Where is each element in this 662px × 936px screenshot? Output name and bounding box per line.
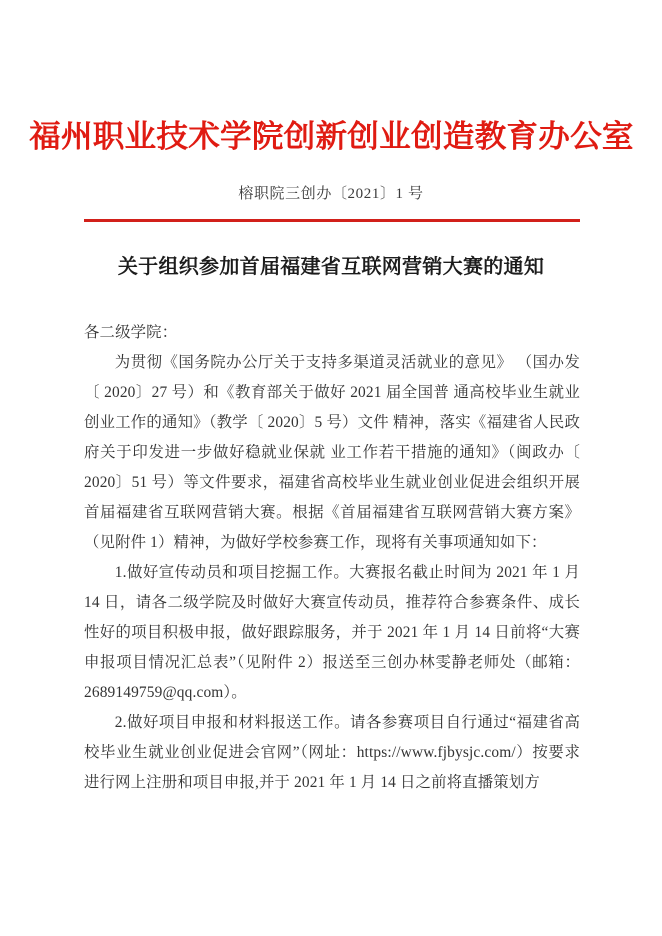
salutation-line: 各二级学院：: [84, 324, 178, 341]
notice-title: 关于组织参加首届福建省互联网营销大赛的通知: [117, 256, 545, 278]
document-body: [84, 318, 580, 798]
body-paragraph-item-2: 2.做好项目申报和材料报送工作。请各参赛项目自行通过“福建省高校毕业生就业创业促进会官网”（网址：https://www.fjbysjc.com/）按要求进行网上注册和项目申报,并于 2021 年 1 月 14 日之前将直播策划方: [84, 714, 580, 791]
body-paragraph-intro: 为贯彻《国务院办公厅关于支持多渠道灵活就业的意见》 （国办发〔 2020〕27 号）和《教育部关于做好 2021 届全国普 通高校毕业生就业创业工作的通知》（教学〔 2020〕5 号）文件 精神，落实《福建省人民政府关于印发进一步做好稳就业保就 业工作若干措施的通知》（闽政办〔 2020〕51 号）等文件要求，福建省高校毕业生就业创业促进会组织开展首届福建省互联网营销大赛。根据《首届福建省互联网营销大赛方案》（见附件 1）精神，为做好学校参赛工作，现将有关事项通知如下：: [84, 354, 580, 551]
red-divider-rule: [84, 219, 580, 222]
document-serial-number: 榕职院三创办〔2021〕1 号: [238, 186, 424, 202]
letterhead: [0, 118, 662, 156]
letterhead-organization-title: 福州职业技术学院创新创业创造教育办公室: [28, 119, 634, 154]
body-paragraph-item-1: 1.做好宣传动员和项目挖掘工作。大赛报名截止时间为 2021 年 1 月 14 日，请各二级学院及时做好大赛宣传动员，推荐符合参赛条件、成长性好的项目积极申报，做好跟踪服务，并于 2021 年 1 月 14 日前将“大赛申报项目情况汇总表”（见附件 2）报送至三创办林雯静老师处（邮箱：2689149759@qq.com）。: [84, 564, 580, 701]
